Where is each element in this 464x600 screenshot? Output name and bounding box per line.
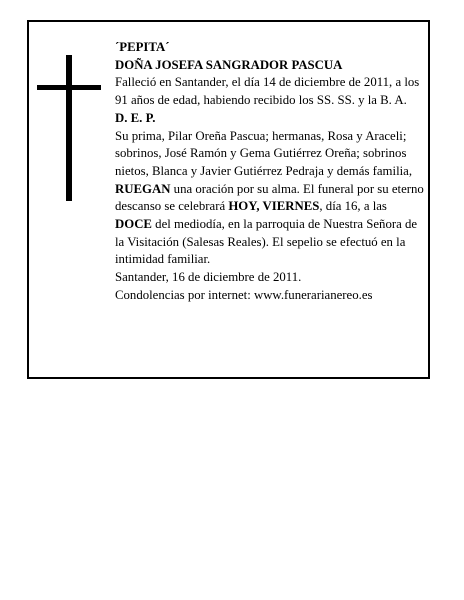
cross-horizontal-bar [37,85,101,90]
request-text-1: una oración por su alma. El funeral por su eterno descanso se celebrará [115,181,424,214]
place-date: Santander, 16 de diciembre de 2011. [115,270,302,285]
notice-text-block [115,39,427,305]
request-text-3: del mediodía, en la parroquia de Nuestra Señora de la Visitación (Salesas Reales). El sepelio se efectuó en la intimidad familiar. [115,217,418,267]
request-hoy-viernes: HOY, VIERNES [228,199,320,214]
request-ruegan: RUEGAN [115,181,171,196]
death-statement: Falleció en Santander, el día 14 de diciembre de 2011, a los 91 años de edad, habiendo recibido los SS. SS. y la B. A. [115,75,420,108]
funeral-request [115,181,427,270]
cross-vertical-bar [66,55,72,201]
deceased-name: DOÑA JOSEFA SANGRADOR PASCUA [115,57,343,72]
obituary-notice [27,20,430,379]
request-doce: DOCE [115,217,152,232]
family-list: Su prima, Pilar Oreña Pascua; hermanas, Rosa y Araceli; sobrinos, José Ramón y Gema Gutiérrez Oreña; sobrinos nietos, Blanca y Javier Gutiérrez Pedraja y demás familia, [115,128,413,178]
condolences-line: Condolencias por internet: www.funerarianereo.es [115,287,373,302]
dep-line: D. E. P. [115,110,156,125]
cross-icon [37,55,101,201]
nickname: ´PEPITA´ [115,40,170,54]
request-text-2: , día 16, a las [319,199,387,214]
